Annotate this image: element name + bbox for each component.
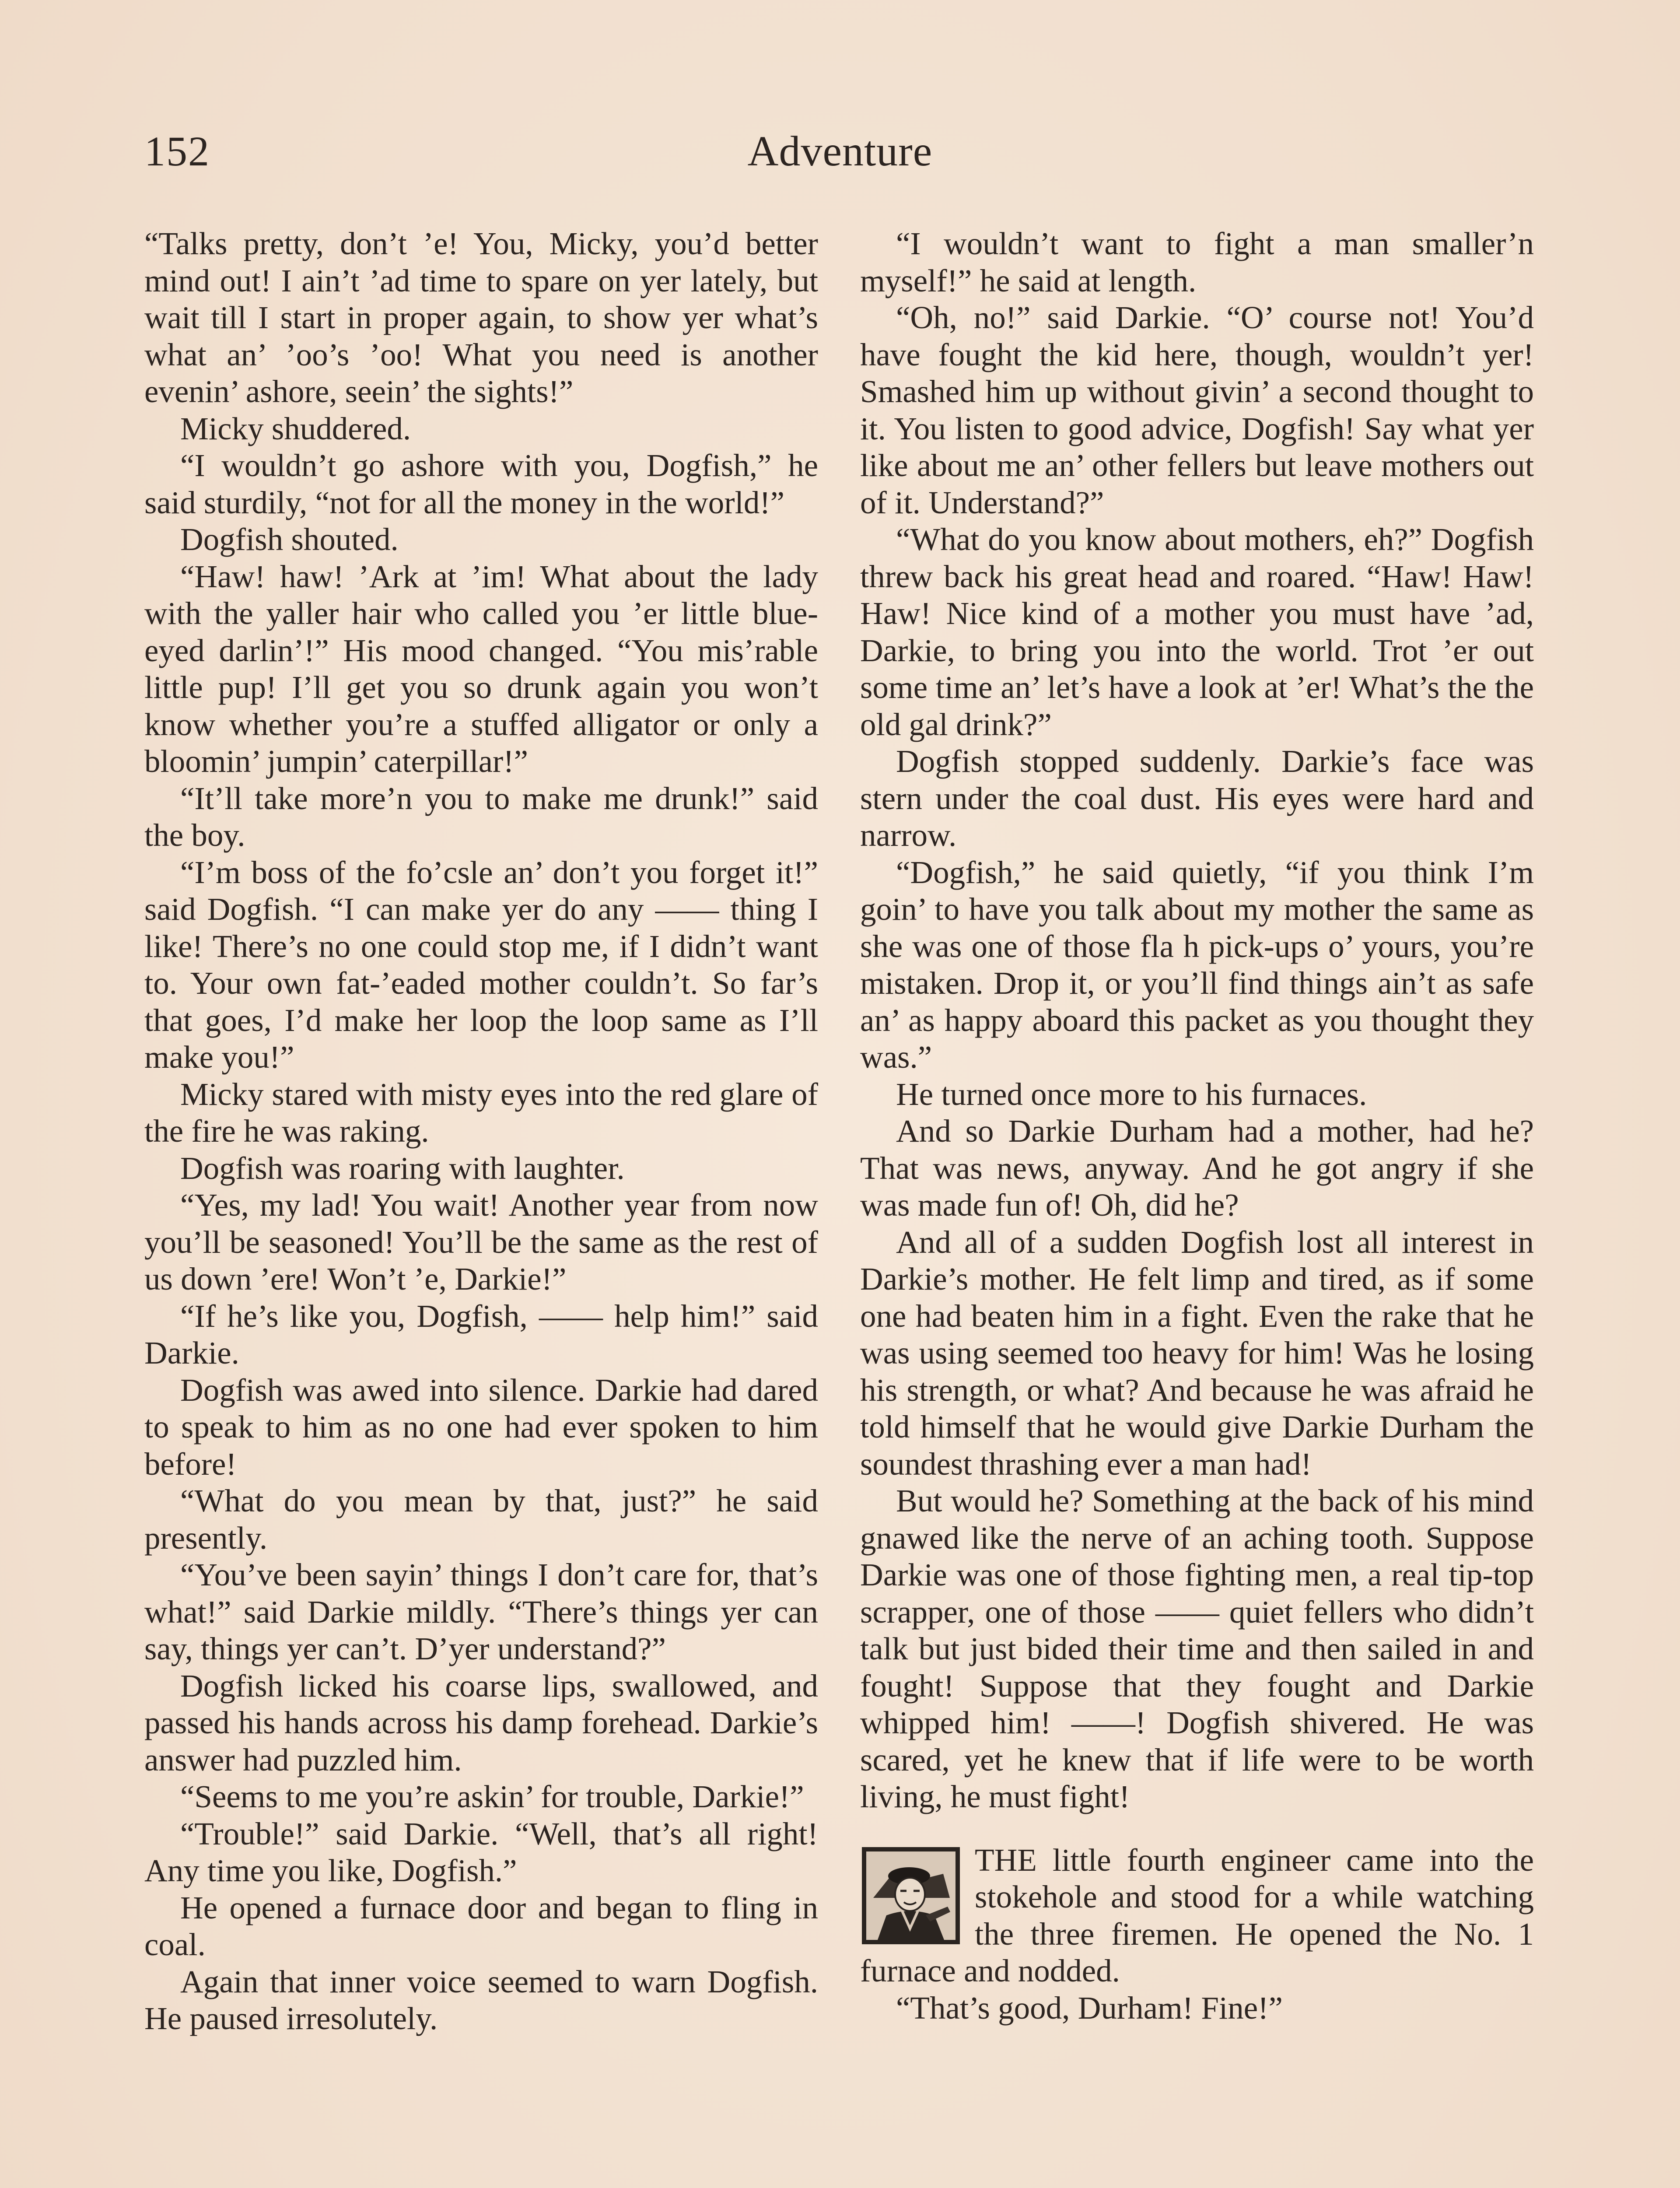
paragraph: “Oh, no!” said Darkie. “O’ course not! You’d have fought the kid here, though, wouldn’t yer! Smashed him up without givin’ a second thought to it. You listen to good advice, Dogfish! Say what yer like about me an’ other fellers but leave mothers out of it. Understand?” xyxy=(860,300,1534,520)
paragraph: “Yes, my lad! You wait! Another year from now you’ll be seasoned! You’ll be the same as the rest of us down ’ere! Won’t ’e, Darkie!” xyxy=(144,1187,818,1297)
paragraph: Dogfish was awed into silence. Darkie had dared to speak to him as no one had ever spoken to him before! xyxy=(144,1372,818,1482)
paragraph: Dogfish shouted. xyxy=(180,522,399,557)
paragraph: He turned once more to his furnaces. xyxy=(896,1076,1367,1112)
paragraph: And so Darkie Durham had a mother, had he? That was news, anyway. And he got angry if she was made fun of! Oh, did he? xyxy=(860,1113,1534,1223)
paragraph: “It’ll take more’n you to make me drunk!” said the boy. xyxy=(144,780,818,853)
paragraph: Dogfish was roaring with laughter. xyxy=(180,1150,625,1186)
left-column xyxy=(144,225,818,2037)
paragraph: “I wouldn’t go ashore with you, Dogfish,” he said sturdily, “not for all the money in the world!” xyxy=(144,448,818,520)
paragraph: “Dogfish,” he said quietly, “if you think I’m goin’ to have you talk about my mother the same as she was one of those fla h pick-ups o’ yours, you’re mistaken. Drop it, or you’ll find things ain’t as safe an’ as happy aboard this packet as you thought they was.” xyxy=(860,854,1534,1075)
section-break-text: THE little fourth engineer came into the stokehole and stood for a while watching the three firemen. He opened the No. 1 furnace and nodded. xyxy=(860,1842,1534,1988)
page-header xyxy=(144,127,1536,184)
right-column xyxy=(860,225,1534,2027)
paragraph: “Talks pretty, don’t ’e! You, Micky, you’d better mind out! I ain’t ’ad time to spare on yer lately, but wait till I start in proper again, to show yer what’s what an’ ’oo’s ’oo! What you need is another evenin’ ashore, seein’ the sights!” xyxy=(144,226,818,409)
paragraph: “Trouble!” said Darkie. “Well, that’s all right! Any time you like, Dogfish.” xyxy=(144,1816,818,1888)
page-number: 152 xyxy=(144,128,210,175)
engineer-portrait-icon xyxy=(860,1845,962,1946)
paragraph: Dogfish stopped suddenly. Darkie’s face was stern under the coal dust. His eyes were hard and narrow. xyxy=(860,743,1534,853)
paragraph: “I’m boss of the fo’csle an’ don’t you forget it!” said Dogfish. “I can make yer do any —— thing I like! There’s no one could stop me, if I didn’t want to. Your own fat-’eaded mother couldn’t. So far’s that goes, I’d make her loop the loop same as I’ll make you!” xyxy=(144,854,818,1075)
paragraph: “If he’s like you, Dogfish, —— help him!” said Darkie. xyxy=(144,1298,818,1371)
paragraph: But would he? Something at the back of his mind gnawed like the nerve of an aching tooth. Suppose Darkie was one of those fighting men, a real tip-top scrapper, one of those —— quiet fellers who didn’t talk but just bided their time and then sailed in and fought! Suppose that they fought and Darkie whipped him! ——! Dogfish shivered. He was scared, yet he knew that if life were to be worth living, he must fight! xyxy=(860,1483,1534,1814)
paragraph: “What do you mean by that, just?” he said presently. xyxy=(144,1483,818,1556)
running-title: Adventure xyxy=(747,128,933,175)
paragraph: And all of a sudden Dogfish lost all interest in Darkie’s mother. He felt limp and tired, as if some one had beaten him in a fight. Even the rake that he was using seemed too heavy for him! Was he losing his strength, or what? And because he was afraid he told himself that he would give Darkie Durham the soundest thrashing ever a man had! xyxy=(860,1224,1534,1482)
paragraph: Micky shuddered. xyxy=(180,410,411,446)
paragraph: “That’s good, Durham! Fine!” xyxy=(896,1990,1283,2026)
paragraph: “Haw! haw! ’Ark at ’im! What about the lady with the yaller hair who called you ’er little blue-eyed darlin’!” His mood changed. “You mis’rable little pup! I’ll get you so drunk again you won’t know whether you’re a stuffed alligator or only a bloomin’ jumpin’ caterpillar!” xyxy=(144,558,818,779)
paragraph: “You’ve been sayin’ things I don’t care for, that’s what!” said Darkie mildly. “There’s things yer can say, things yer can’t. D’yer understand?” xyxy=(144,1557,818,1666)
section-break-paragraph xyxy=(860,1842,1534,1990)
paragraph: Again that inner voice seemed to warn Dogfish. He paused irresolutely. xyxy=(144,1964,818,2036)
paragraph: Dogfish licked his coarse lips, swallowed, and passed his hands across his damp forehead. Darkie’s answer had puzzled him. xyxy=(144,1668,818,1778)
paragraph: “I wouldn’t want to fight a man smaller’n myself!” he said at length. xyxy=(860,226,1534,298)
paragraph: “Seems to me you’re askin’ for trouble, Darkie!” xyxy=(180,1779,804,1814)
paragraph: “What do you know about mothers, eh?” Dogfish threw back his great head and roared. “Haw! Haw! Haw! Nice kind of a mother you must have ’ad, Darkie, to bring you into the world. Trot ’er out some time an’ let’s have a look at ’er! What’s the the old gal drink?” xyxy=(860,522,1534,742)
paragraph: He opened a furnace door and began to fling in coal. xyxy=(144,1890,818,1962)
paragraph: Micky stared with misty eyes into the red glare of the fire he was raking. xyxy=(144,1076,818,1149)
